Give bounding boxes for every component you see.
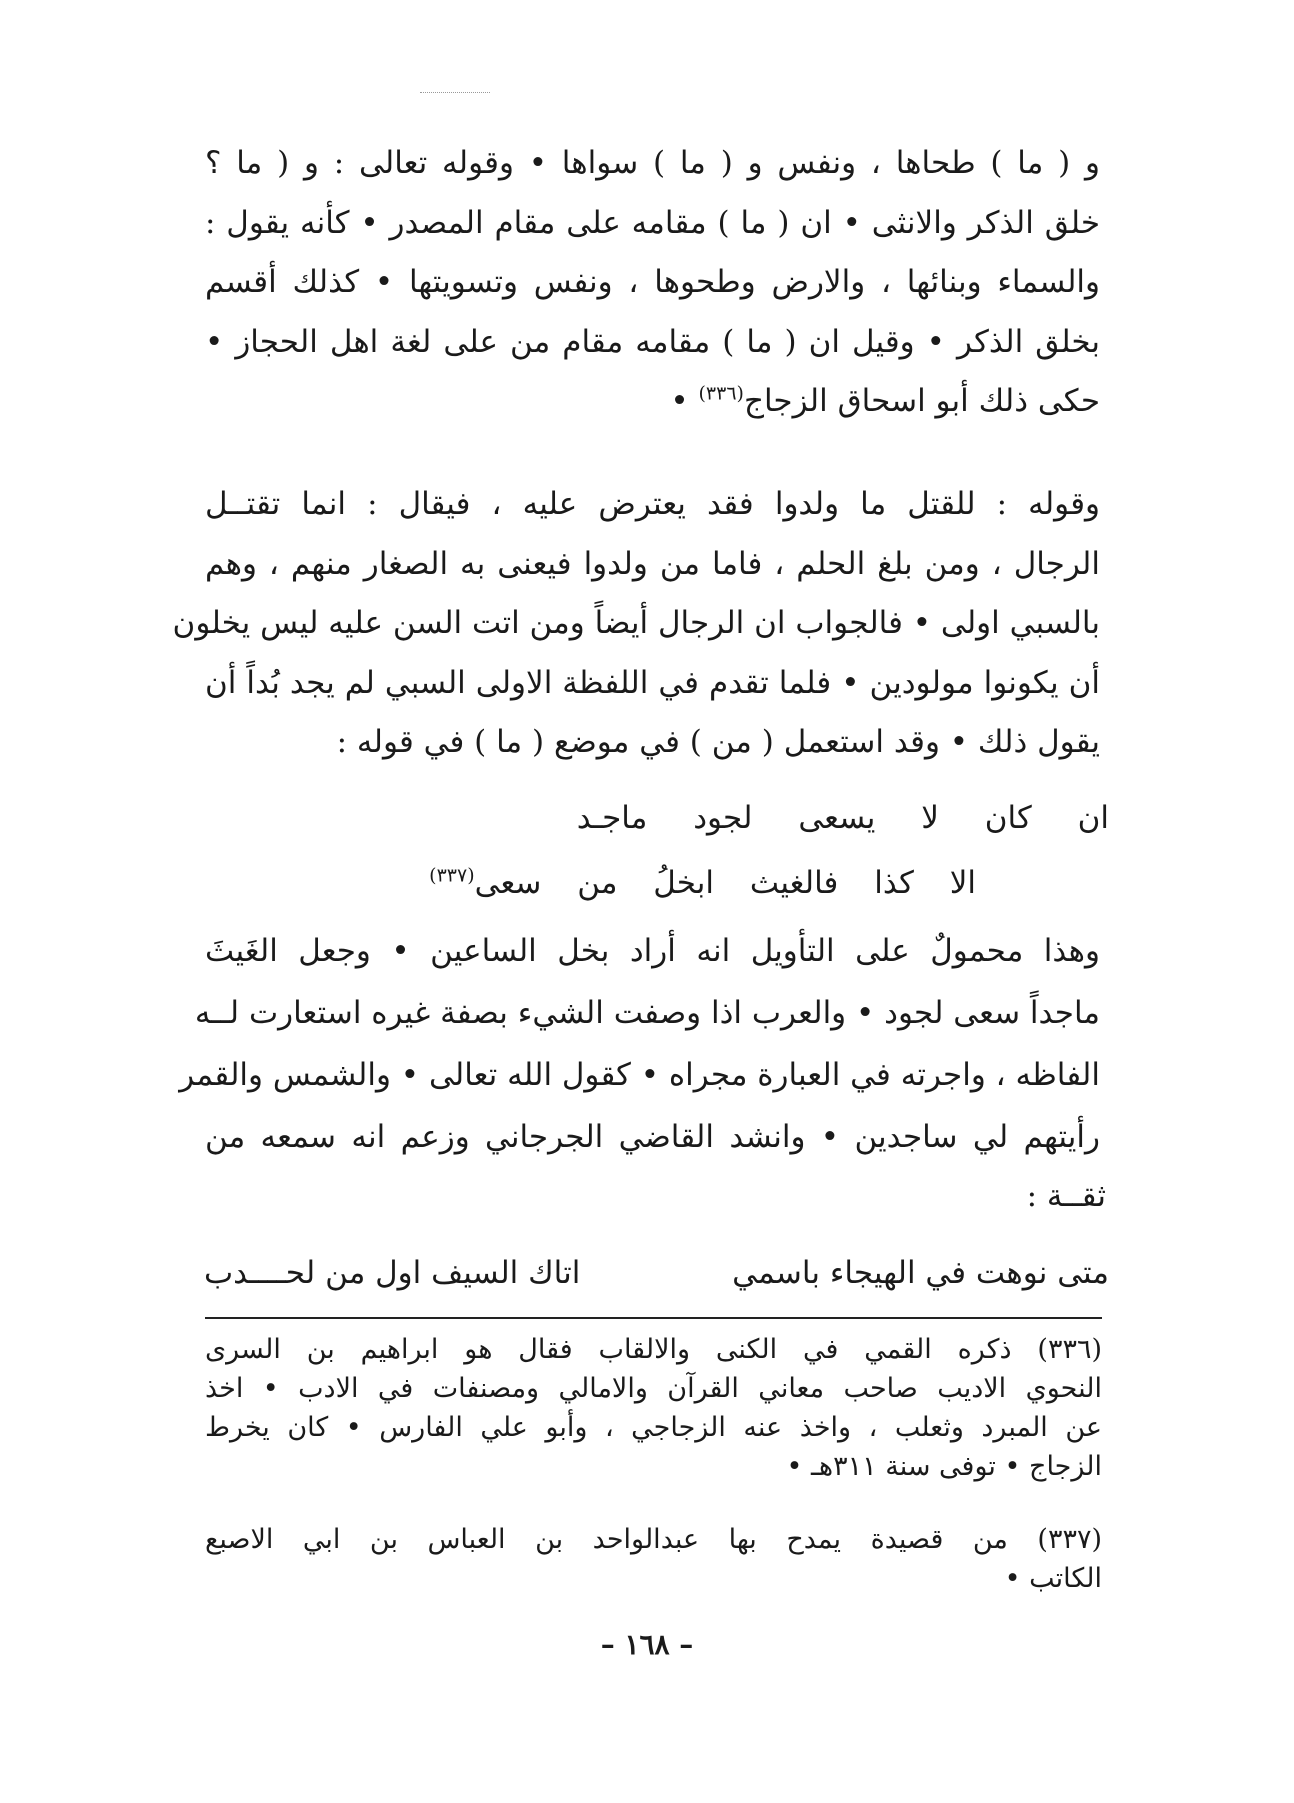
text-line: و ( ما ) طحاها ، ونفس و ( ما ) سواها • وقوله تعالى : و ( ما ؟ xyxy=(205,145,1100,181)
footnote-divider xyxy=(205,1317,1102,1319)
paragraph-2 xyxy=(172,475,1100,773)
text-line: وهذا محمولٌ على التأويل انه أراد بخل الساعين • وجعل الغَيثَ xyxy=(205,933,1100,969)
text-line: يقول ذلك • وقد استعمل ( من ) في موضع ( ما ) في قوله : xyxy=(336,724,1100,760)
verse-hemistich-left: اتاك السيف اول من لحــــدب xyxy=(204,1255,581,1291)
page-number: – ١٦٨ – xyxy=(600,1628,694,1661)
text-line: أن يكونوا مولودين • فلما تقدم في اللفظة الاولى السبي لم يجد بُداً أن xyxy=(205,664,1100,701)
footnote-337 xyxy=(205,1520,1102,1598)
verse-text: الا كذا فالغيث ابخلُ من سعى xyxy=(474,865,976,901)
text-line: خلق الذكر والانثى • ان ( ما ) مقامه على مقام المصدر • كأنه يقول : xyxy=(205,204,1100,241)
text-line: والسماء وبنائها ، والارض وطحوها ، ونفس وتسويتها • كذلك أقسم xyxy=(205,264,1100,300)
text-line-content: حكى ذلك أبو اسحاق الزجاج xyxy=(743,383,1100,419)
footnote-ref-337: (٣٣٧) xyxy=(429,864,475,887)
text-line: الفاظه ، واجرته في العبارة مجراه • كقول الله تعالى • والشمس والقمر xyxy=(179,1057,1100,1093)
footnote-line: (٣٣٧) من قصيدة يمدح بها عبدالواحد بن العباس بن ابي الاصبع xyxy=(205,1524,1102,1555)
footnote-line: الزجاج • توفى سنة ٣١١هـ • xyxy=(786,1451,1102,1482)
text-line: وقوله : للقتل ما ولدوا فقد يعترض عليه ، فيقال : انما تقتــل xyxy=(205,486,1100,522)
footnote-line: عن المبرد وثعلب ، واخذ عنه الزجاجي ، وأبو علي الفارس • كان يخرط xyxy=(205,1412,1102,1443)
footnote-line: (٣٣٦) ذكره القمي في الكنى والالقاب فقال هو ابراهيم بن السرى xyxy=(205,1334,1102,1365)
verse-line-2 xyxy=(429,865,976,901)
verse-hemistich-right: متى نوهت في الهيجاء باسمي xyxy=(732,1255,1109,1291)
text-line: الرجال ، ومن بلغ الحلم ، فاما من ولدوا فيعنى به الصغار منهم ، وهم xyxy=(205,545,1100,582)
text-line-short: ثقــة : xyxy=(1026,1178,1106,1214)
paragraph-3 xyxy=(179,920,1100,1168)
footnote-ref-336: (٣٣٦) xyxy=(698,382,744,405)
footnote-line: الكاتب • xyxy=(1004,1563,1102,1594)
text-line xyxy=(205,372,1100,432)
footnote-line: النحوي الاديب صاحب معاني القرآن والامالي ومصنفات في الادب • اخذ xyxy=(205,1373,1102,1404)
footnote-336 xyxy=(205,1330,1102,1486)
scan-artifact xyxy=(420,92,490,96)
text-line: بخلق الذكر • وقيل ان ( ما ) مقامه مقام من على لغة اهل الحجاز • xyxy=(205,323,1100,360)
text-line: بالسبي اولى • فالجواب ان الرجال أيضاً ومن اتت السن عليه ليس يخلون xyxy=(172,605,1100,641)
paragraph-1 xyxy=(205,134,1100,432)
sentence-end: • xyxy=(670,383,699,419)
verse-line-1: ان كان لا يسعى لجود ماجـد xyxy=(576,800,1109,836)
text-line: ماجداً سعى لجود • والعرب اذا وصفت الشيء بصفة غيره استعارت لــه xyxy=(194,995,1100,1031)
verse-couplet xyxy=(204,1255,1109,1291)
text-line: رأيتهم لي ساجدين • وانشد القاضي الجرجاني وزعم انه سمعه من xyxy=(205,1119,1100,1155)
